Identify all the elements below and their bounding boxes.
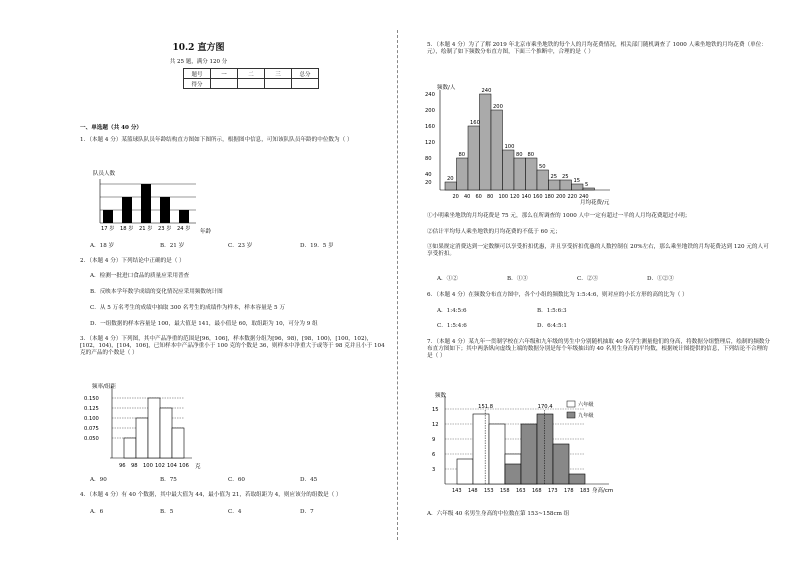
q3-xtick: 98 (131, 463, 138, 469)
q7-mean-grade6: 151.8 (478, 404, 494, 410)
q6-option-b[interactable]: B．1:5:6:3 (537, 308, 567, 314)
legend-grade6: 六年级 (578, 402, 594, 408)
q6-option-a[interactable]: A．1:4:5:6 (437, 308, 467, 314)
q7-option-a[interactable]: A．六年级 40 名男生身高的中位数在第 153~158cm 组 (427, 511, 570, 517)
q1-bar (141, 184, 151, 223)
score-table (183, 68, 319, 89)
q5-bar (572, 184, 584, 190)
q5-xlabel: 月均花费/元 (580, 200, 610, 206)
page-title: 10.2 直方图 (172, 43, 225, 53)
q5-value-label: 50 (539, 164, 546, 170)
q5-bar (583, 188, 595, 190)
q5-bar (526, 158, 538, 190)
q2-option-a[interactable]: A．检测一批进口食品的质量应采用普查 (90, 273, 190, 279)
q3-bar (148, 398, 160, 458)
q5-bar (468, 126, 480, 190)
q4-stem: 4．（本题 4 分）有 40 个数据，其中最大值为 44，最小值为 21，若取组距为 4，则应该分的组数是（ ） (80, 492, 342, 498)
q7-bar-grade9 (569, 474, 585, 484)
q5-value-label: 25 (550, 174, 558, 180)
q1-bar (122, 197, 132, 223)
q7-xtick: 163 (516, 488, 526, 494)
score-row-label: 得分 (184, 79, 211, 89)
q5-value-label: 15 (573, 178, 581, 184)
q3-xlabel: 克 (195, 464, 201, 470)
q3-option-a[interactable]: A．90 (90, 477, 107, 483)
q1-xtick: 21 岁 (139, 226, 153, 232)
q7-bar-grade6 (457, 459, 473, 484)
q1-option-a[interactable]: A．18 岁 (90, 243, 115, 249)
section-heading: 一、单选题（共 40 分） (80, 125, 143, 131)
q3-xtick: 106 (179, 463, 189, 469)
q5-xtick: 80 (487, 194, 494, 200)
q5-bar (445, 182, 457, 190)
q4-option-c[interactable]: C．4 (228, 509, 242, 515)
q7-xtick: 148 (468, 488, 478, 494)
q5-value-label: 80 (458, 152, 466, 158)
q3-option-c[interactable]: C．60 (228, 477, 245, 483)
q5-bar (537, 170, 549, 190)
page-subtitle: 共 25 题，满分 120 分 (169, 59, 228, 65)
q5-xtick: 120 (510, 194, 520, 200)
q1-xtick: 24 岁 (177, 226, 191, 232)
score-header-cell: 一 (211, 69, 238, 79)
q7-stem: 7．（本题 4 分）某九年一贯制学校在六年级和九年级的男生中分别随机抽取 40 名学生测量他们的身高，将数据分组整理后，绘制的频数分布直方图如下；其中两条纵向虚线上端的数据分别是每个年级抽出的 40 名男生身高的平均数，根据统计图提供的信息，下列结论不合理的是（ ） (427, 339, 770, 359)
q7-xtick: 173 (548, 488, 558, 494)
q1-age-chart (88, 165, 223, 235)
score-header-cell: 题号 (184, 69, 211, 79)
q7-mean-grade9: 170.4 (537, 404, 553, 410)
q7-bar-grade9 (521, 424, 537, 484)
q3-ytick: 0.100 (84, 416, 99, 422)
q7-xtick: 153 (484, 488, 494, 494)
q1-option-c[interactable]: C．23 岁 (228, 243, 253, 249)
q5-ytick: 200 (425, 108, 435, 114)
q5-statement-3: ③如果规定消费达到一定数额可以享受折扣优惠，并且享受折扣优惠的人数控制在 20%左右，那么乘坐地铁的月均花费达到 120 元的人可享受折扣。 (427, 244, 769, 257)
q5-cost-chart (425, 80, 625, 208)
q6-option-c[interactable]: C．1:5:4:6 (437, 323, 467, 329)
score-cell[interactable] (211, 79, 238, 89)
q2-option-d[interactable]: D．一组数据的样本容量是 100，最大值是 141，最小值是 60，取组距为 10，可分为 9 组 (90, 321, 318, 327)
q7-xtick: 143 (452, 488, 462, 494)
q5-ytick: 120 (425, 140, 435, 146)
q5-bar (480, 94, 492, 190)
q3-xtick: 96 (119, 463, 126, 469)
right-page (397, 0, 794, 562)
q5-value-label: 20 (447, 176, 454, 182)
q5-xtick: 40 (464, 194, 471, 200)
q1-xlabel: 年龄 (200, 229, 212, 235)
legend-swatch-grade6 (567, 401, 575, 407)
q5-value-label: 200 (493, 104, 503, 110)
q7-ytick: 9 (432, 437, 436, 443)
q5-stem: 5．（本题 4 分）为了了解 2019 年北京市乘坐地铁的每个人的月均花费情况，相关部门随机调查了 1000 人乘坐地铁的月均花费（单位：元），绘制了如下频数分布直方图，下面三个推断中，合理的是（ ） (427, 42, 767, 55)
q3-ytick: 0.075 (84, 426, 99, 432)
q5-xtick: 220 (567, 194, 578, 200)
q4-option-a[interactable]: A．6 (90, 509, 104, 515)
q5-value-label: 25 (562, 174, 569, 180)
q5-bar (549, 180, 561, 190)
q3-ytick: 0.125 (84, 406, 99, 412)
score-cell[interactable] (238, 79, 265, 89)
q1-xtick: 17 岁 (101, 226, 115, 232)
q1-bar (179, 210, 189, 223)
q7-bar-grade6 (489, 424, 505, 484)
q5-bar (514, 158, 526, 190)
q3-ylabel: 频率/组距 (92, 384, 116, 390)
q5-value-label: 100 (504, 144, 515, 150)
q3-stem: 3．（本题 4 分）下列图，其中产品净重的范围是[96，106]，样本数据分组为[96，98)，[98，100)，[100，102)，[102，104)，[104，106]，已知样本中产品净重小于 100 克的个数是 36，则样本中净重大于或等于 98 克并且小于 104 克的产品的个数是（ ） (80, 336, 385, 356)
q2-stem: 2．（本题 4 分）下列结论中正确的是（ ） (80, 258, 185, 264)
q7-height-chart (427, 388, 627, 506)
q7-xtick: 168 (532, 488, 542, 494)
q3-option-b[interactable]: B．75 (160, 477, 177, 483)
q4-option-b[interactable]: B．5 (160, 509, 174, 515)
q5-bar (491, 110, 503, 190)
q5-statement-1: ①小明乘坐地铁的月均花费是 75 元，那么在所调查的 1000 人中一定有超过一半的人月均花费超过小明； (427, 213, 691, 219)
q4-option-d[interactable]: D．7 (300, 509, 314, 515)
q6-option-d[interactable]: D．6:4:5:1 (537, 323, 567, 329)
score-cell[interactable] (292, 79, 319, 89)
q3-bar (160, 408, 172, 458)
q3-option-d[interactable]: D．45 (300, 477, 318, 483)
q5-bar (560, 180, 572, 190)
q5-option-a[interactable]: A．①② (437, 276, 458, 282)
q7-xtick: 183 (580, 488, 590, 494)
score-cell[interactable] (265, 79, 292, 89)
q7-bar-grade9 (505, 464, 521, 484)
q7-xlabel: 身高/cm (592, 488, 614, 494)
q1-bar (103, 210, 113, 223)
q3-xtick: 100 (143, 463, 153, 469)
q5-option-d[interactable]: D．①②③ (647, 276, 674, 282)
q6-stem: 6．（本题 4 分）在频数分布直方图中，各个小组的频数比为 1:5:4:6，则对应的小长方形的高的比为（ ） (427, 292, 688, 298)
q5-xtick: 20 (452, 194, 459, 200)
q5-ytick: 80 (425, 156, 432, 162)
q5-bar (457, 158, 469, 190)
q5-value-label: 5 (585, 182, 589, 188)
score-header-cell: 二 (238, 69, 265, 79)
q5-option-c[interactable]: C．②③ (577, 276, 599, 282)
q1-option-b[interactable]: B．21 岁 (160, 243, 185, 249)
q2-option-b[interactable]: B．反映本学年数学成绩的变化情况应采用频数统计图 (90, 289, 223, 295)
q7-ytick: 6 (432, 452, 436, 458)
q5-xtick: 180 (544, 194, 555, 200)
q1-option-d[interactable]: D．19．5 岁 (300, 243, 334, 249)
q5-value-label: 160 (470, 120, 480, 126)
score-header-cell: 总分 (292, 69, 319, 79)
q2-option-c[interactable]: C．从 5 万名考生的成绩中抽取 300 名考生的成绩作为样本，样本容量是 5 万 (90, 305, 285, 311)
q5-xtick: 200 (556, 194, 566, 200)
q7-bar-grade9 (537, 414, 553, 484)
q5-value-label: 80 (527, 152, 535, 158)
q3-xtick: 102 (155, 463, 165, 469)
q5-xtick: 140 (521, 194, 532, 200)
q3-weight-chart (82, 380, 212, 470)
q5-value-label: 240 (481, 88, 492, 94)
q1-bar (160, 197, 170, 223)
q3-bar (172, 428, 184, 458)
q3-ytick: 0.150 (84, 396, 99, 402)
q5-ytick: 20 (425, 180, 432, 186)
q5-xtick: 240 (579, 194, 589, 200)
q3-bar (124, 438, 136, 458)
q3-ytick: 0.050 (84, 436, 99, 442)
q5-ytick: 160 (425, 124, 435, 130)
q7-ytick: 15 (432, 407, 439, 413)
q1-xtick: 23 岁 (158, 226, 172, 232)
q1-stem: 1．（本题 4 分）某篮球队队员年龄结构直方图如下图所示，根据图中信息，可知该队队员年龄的中位数为（ ） (80, 137, 353, 143)
q3-bar (136, 418, 148, 458)
legend-grade9: 九年级 (578, 413, 594, 419)
q5-option-b[interactable]: B．①③ (507, 276, 528, 282)
score-header-cell: 三 (265, 69, 292, 79)
q5-xtick: 160 (533, 194, 543, 200)
q5-value-label: 80 (516, 152, 523, 158)
q1-xtick: 18 岁 (120, 226, 134, 232)
q3-xtick: 104 (167, 463, 177, 469)
q1-ylabel: 队员人数 (93, 171, 116, 177)
q5-xtick: 60 (475, 194, 482, 200)
q5-ytick: 40 (425, 172, 432, 178)
legend-swatch-grade9 (567, 412, 575, 418)
q7-bar-grade9 (553, 444, 569, 484)
q7-ytick: 3 (432, 467, 436, 473)
q7-ytick: 12 (432, 422, 439, 428)
q7-ylabel: 频数 (435, 393, 447, 399)
q7-bar-grade6 (473, 414, 489, 484)
q7-xtick: 158 (500, 488, 510, 494)
q5-bar (503, 150, 515, 190)
q5-statement-2: ②估计平均每人乘坐地铁的月均花费的不低于 60 元； (427, 229, 561, 235)
q5-ytick: 240 (425, 92, 435, 98)
q7-xtick: 178 (564, 488, 574, 494)
q5-ylabel: 频数/人 (437, 85, 456, 91)
q5-xtick: 100 (498, 194, 509, 200)
